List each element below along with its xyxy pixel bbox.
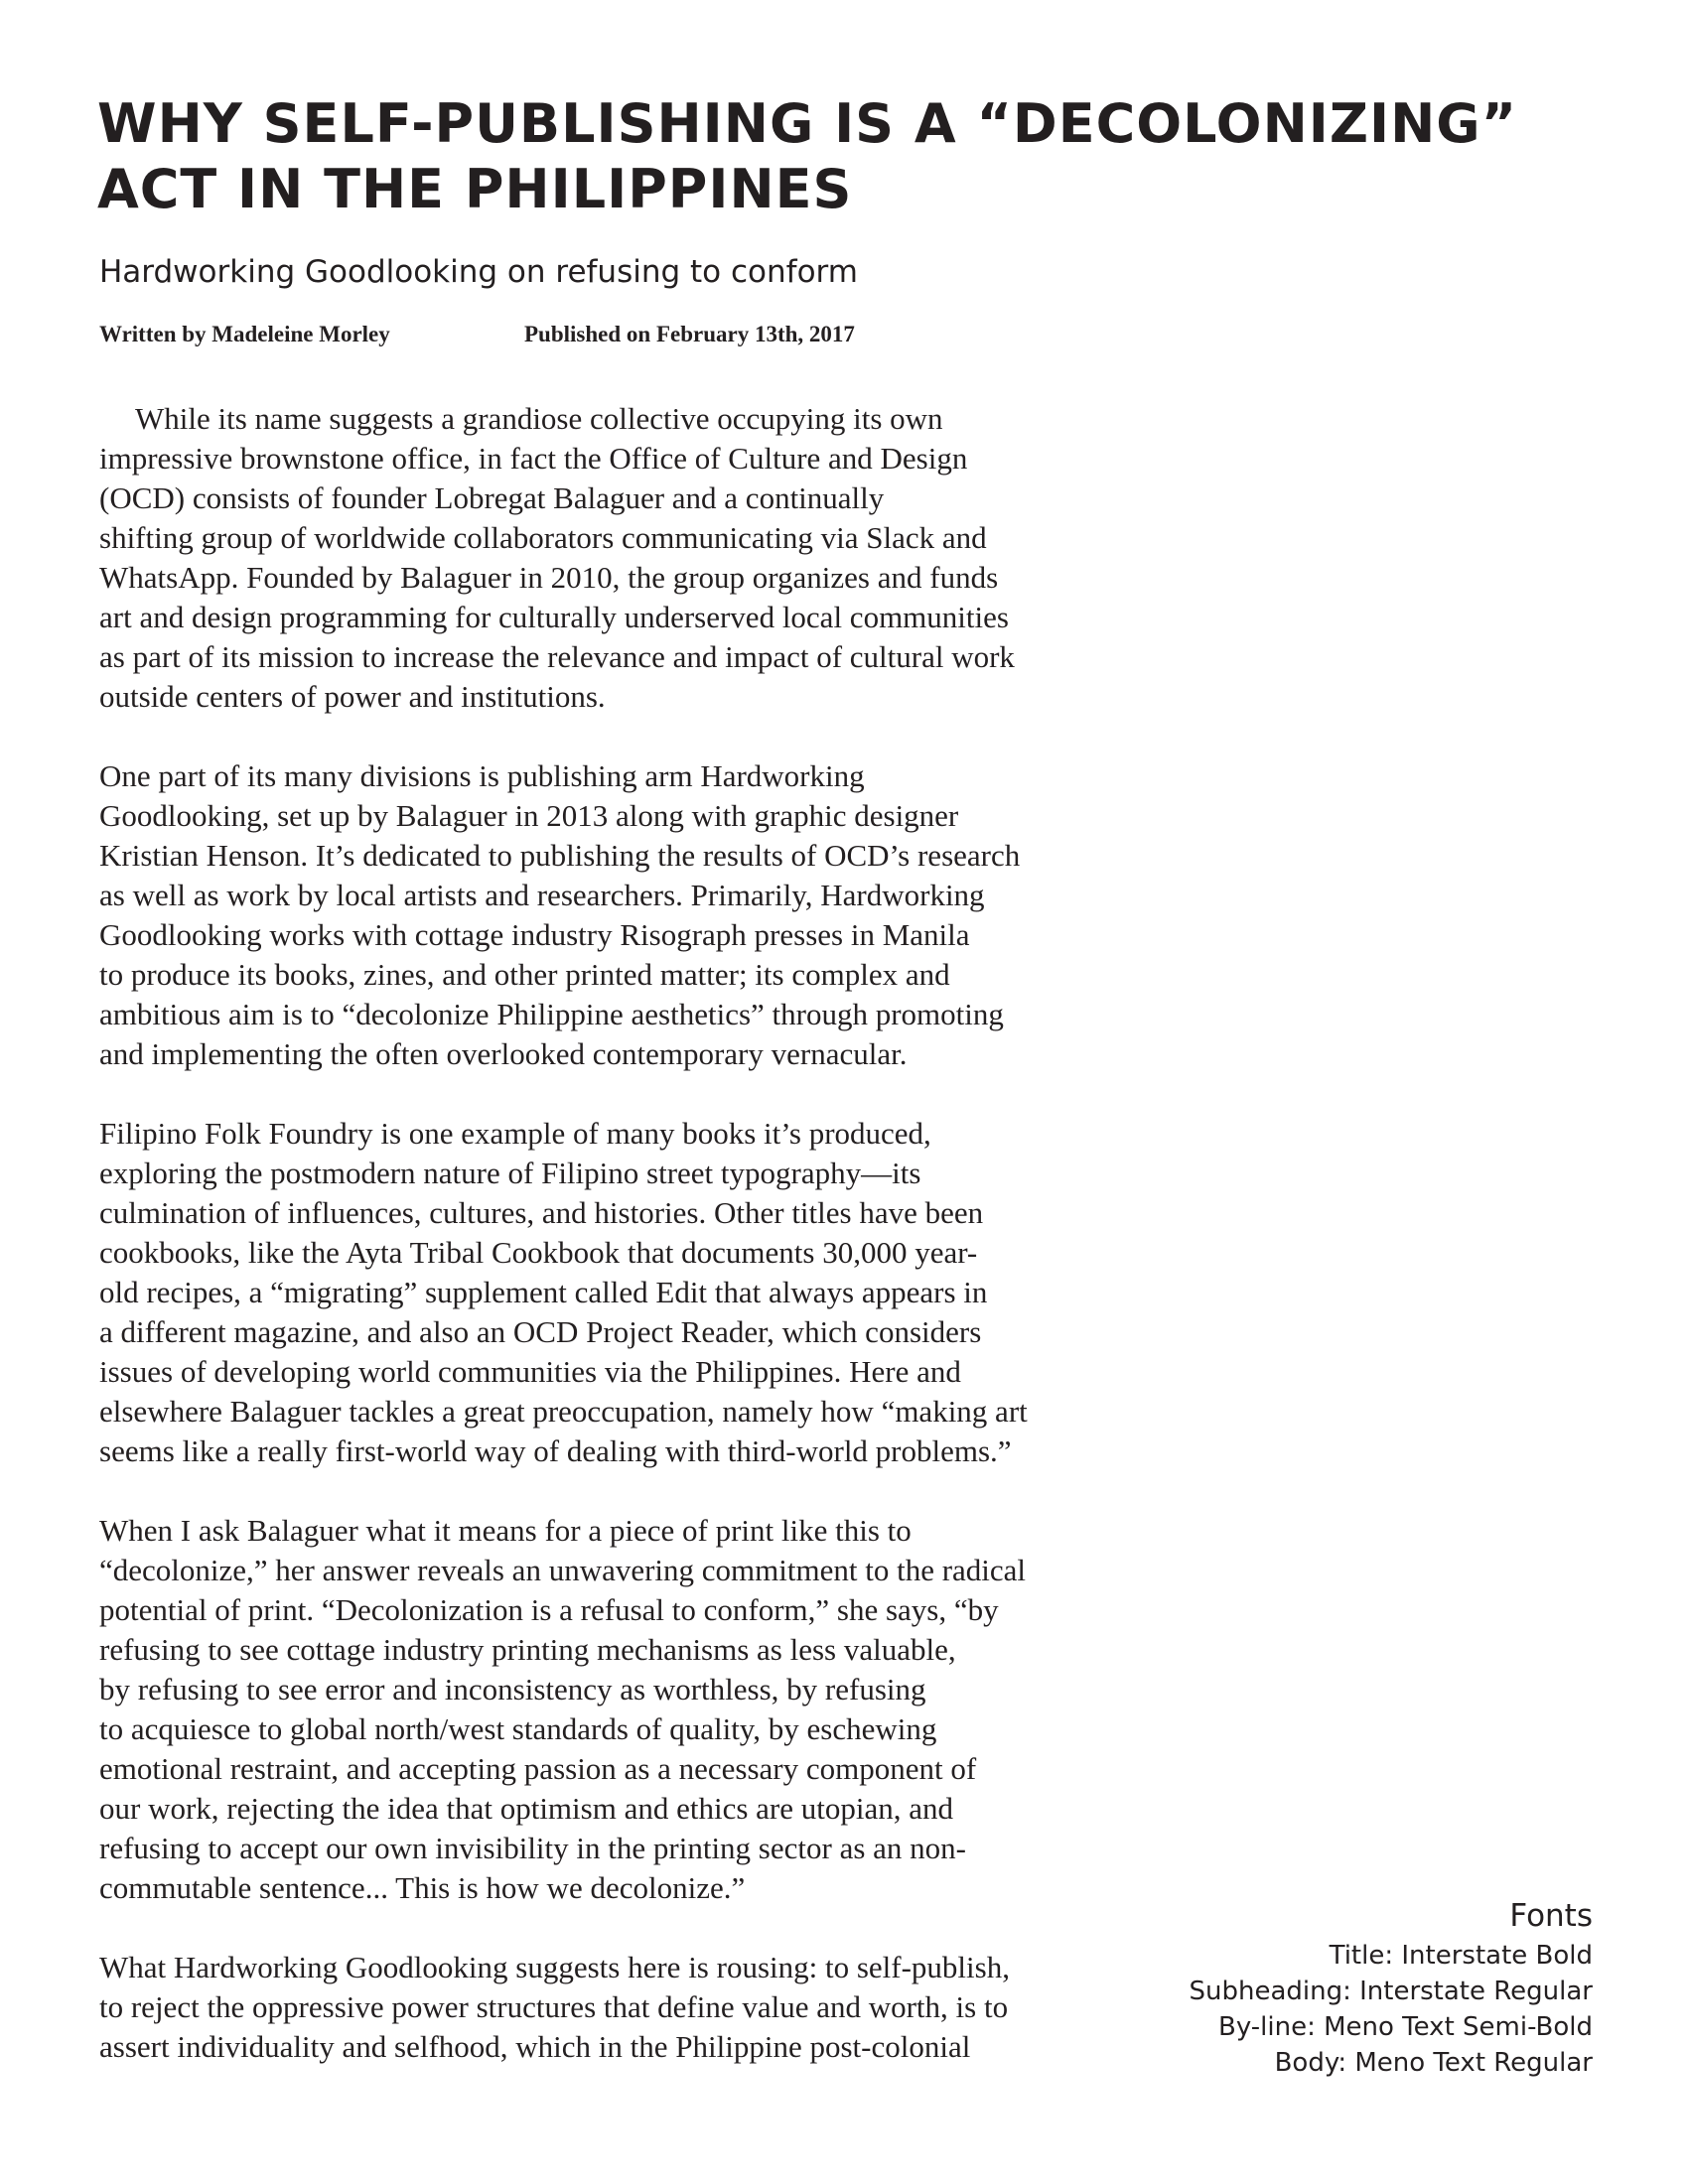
body-line: seems like a really first-world way of dealing with third-world problems.”	[99, 1433, 1012, 1468]
body-line: One part of its many divisions is publishing arm Hardworking	[99, 758, 865, 793]
body-paragraph	[99, 1948, 1092, 2067]
body-line: cookbooks, like the Ayta Tribal Cookbook that documents 30,000 year-	[99, 1235, 978, 1270]
body-line: our work, rejecting the idea that optimism and ethics are utopian, and	[99, 1791, 953, 1826]
fonts-note	[1189, 1896, 1593, 2081]
body-line: culmination of influences, cultures, and histories. Other titles have been	[99, 1195, 984, 1230]
fonts-note-line: Body: Meno Text Regular	[1274, 2048, 1593, 2078]
body-line: (OCD) consists of founder Lobregat Balaguer and a continually	[99, 480, 885, 515]
body-paragraph	[99, 756, 1092, 1074]
body-line: and implementing the often overlooked contemporary vernacular.	[99, 1036, 908, 1071]
body-line: elsewhere Balaguer tackles a great preoccupation, namely how “making art	[99, 1394, 1028, 1429]
body-line: WhatsApp. Founded by Balaguer in 2010, the group organizes and funds	[99, 560, 999, 595]
byline-date: Published on February 13th, 2017	[524, 322, 855, 346]
body-line: ambitious aim is to “decolonize Philippine aesthetics” through promoting	[99, 997, 1004, 1031]
body-line: What Hardworking Goodlooking suggests here is rousing: to self-publish,	[99, 1950, 1010, 1984]
body-paragraph	[99, 1114, 1092, 1471]
title-line: WHY SELF-PUBLISHING IS A “DECOLONIZING”	[97, 92, 1518, 155]
body-line: potential of print. “Decolonization is a refusal to conform,” she says, “by	[99, 1592, 999, 1627]
body-line: issues of developing world communities via the Philippines. Here and	[99, 1354, 961, 1389]
body-line: Goodlooking works with cottage industry Risograph presses in Manila	[99, 917, 970, 952]
body-line: refusing to accept our own invisibility in the printing sector as an non-	[99, 1831, 966, 1865]
article-subheading: Hardworking Goodlooking on refusing to conform	[99, 254, 858, 290]
fonts-note-line: Title: Interstate Bold	[1329, 1941, 1593, 1971]
body-line: refusing to see cottage industry printing mechanisms as less valuable,	[99, 1632, 956, 1667]
body-line: When I ask Balaguer what it means for a piece of print like this to	[99, 1513, 912, 1548]
body-line: emotional restraint, and accepting passion as a necessary component of	[99, 1751, 977, 1786]
body-line: Filipino Folk Foundry is one example of many books it’s produced,	[99, 1116, 931, 1151]
body-line: shifting group of worldwide collaborators communicating via Slack and	[99, 520, 987, 555]
body-line: art and design programming for culturally underserved local communities	[99, 600, 1009, 634]
fonts-note-heading: Fonts	[1509, 1898, 1593, 1934]
body-line: as part of its mission to increase the relevance and impact of cultural work	[99, 639, 1015, 674]
body-line: a different magazine, and also an OCD Project Reader, which considers	[99, 1314, 982, 1349]
body-line: as well as work by local artists and researchers. Primarily, Hardworking	[99, 878, 985, 912]
body-line: outside centers of power and institutions.	[99, 679, 606, 714]
body-line: to acquiesce to global north/west standards of quality, by eschewing	[99, 1711, 937, 1746]
body-line: by refusing to see error and inconsistency as worthless, by refusing	[99, 1672, 926, 1706]
body-line: impressive brownstone office, in fact the Office of Culture and Design	[99, 441, 968, 476]
fonts-note-line: Subheading: Interstate Regular	[1189, 1977, 1593, 2006]
body-line: Goodlooking, set up by Balaguer in 2013 along with graphic designer	[99, 798, 959, 833]
body-line: exploring the postmodern nature of Filipino street typography—its	[99, 1156, 921, 1190]
body-paragraph	[99, 1511, 1092, 1908]
body-line: to reject the oppressive power structures that define value and worth, is to	[99, 1989, 1009, 2024]
fonts-note-line: By-line: Meno Text Semi-Bold	[1218, 2012, 1593, 2042]
body-line: commutable sentence... This is how we decolonize.”	[99, 1870, 746, 1905]
body-line: old recipes, a “migrating” supplement called Edit that always appears in	[99, 1275, 988, 1309]
body-line: “decolonize,” her answer reveals an unwavering commitment to the radical	[99, 1553, 1027, 1587]
article-title	[97, 91, 1587, 222]
body-line: While its name suggests a grandiose collective occupying its own	[135, 401, 943, 436]
byline-author: Written by Madeleine Morley	[99, 322, 390, 346]
body-line: Kristian Henson. It’s dedicated to publishing the results of OCD’s research	[99, 838, 1021, 873]
body-line: assert individuality and selfhood, which in the Philippine post-colonial	[99, 2029, 971, 2064]
title-line: ACT IN THE PHILIPPINES	[97, 158, 853, 220]
body-paragraph	[99, 399, 1092, 717]
article-body	[99, 399, 1092, 2107]
body-line: to produce its books, zines, and other printed matter; its complex and	[99, 957, 950, 992]
